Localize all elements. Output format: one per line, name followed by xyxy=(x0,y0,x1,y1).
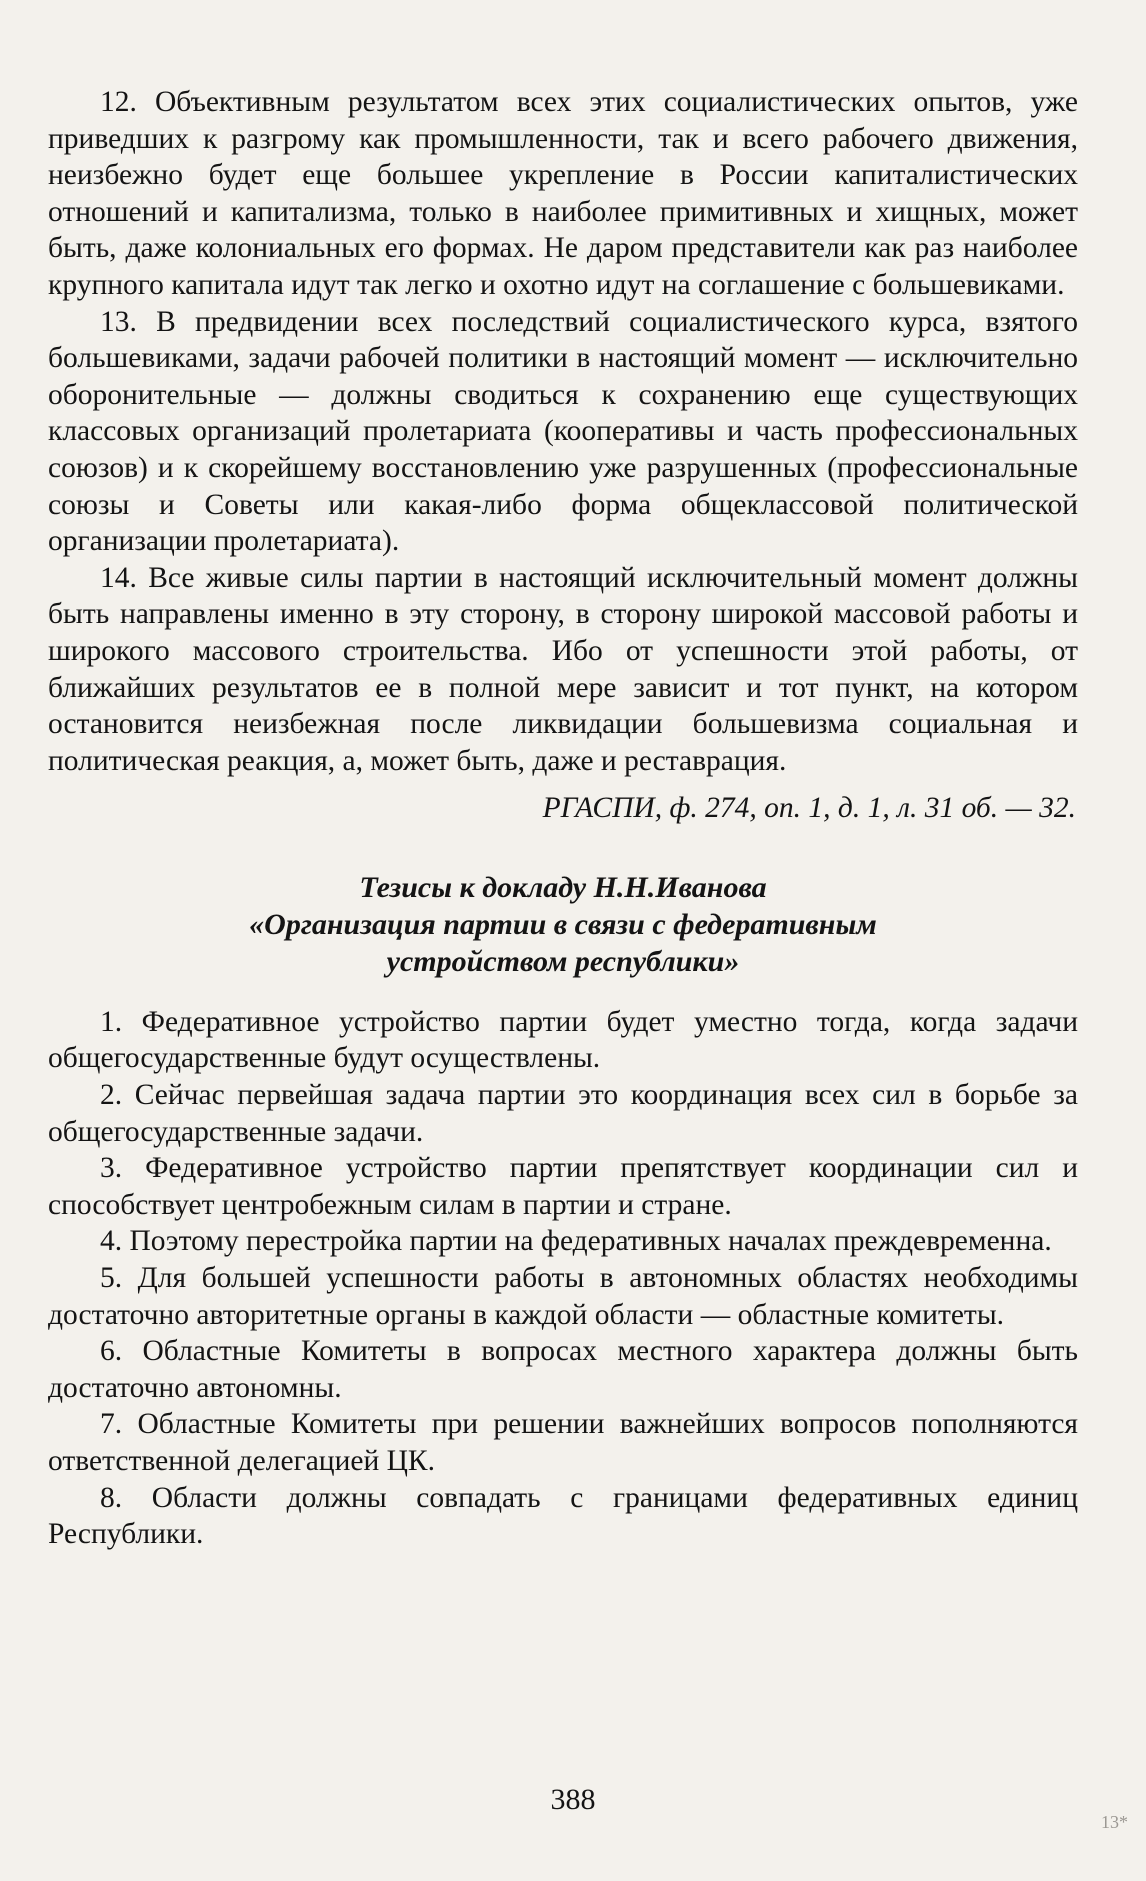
thesis-item-5: 5. Для большей успешности работы в автономных областях необходимы достаточно авторитетные органы в каждой области — областные комитеты. xyxy=(48,1262,1078,1331)
thesis-item-2: 2. Сейчас первейшая задача партии это координация всех сил в борьбе за общегосударственные задачи. xyxy=(48,1079,1078,1148)
heading-line-1: Тезисы к докладу Н.Н.Иванова xyxy=(359,870,767,904)
signature-mark: 13* xyxy=(1101,1812,1128,1832)
paragraph-14: 14. Все живые силы партии в настоящий исключительный момент должны быть направлены именно в эту сторону, в сторону широкой массовой работы и широкого массового строительства. Ибо от успешности этой работы, от ближайших результатов ее в полной мере зависит и тот пункт, на котором остановится неизбежная после ликвидации большевизма социальная и политическая реакция, а, может быть, даже и реставрация. xyxy=(48,561,1078,777)
paragraph-12: 12. Объективным результатом всех этих социалистических опытов, уже приведших к разгрому как промышленности, так и всего рабочего движения, неизбежно будет еще большее укрепление в России капиталистических отношений и капитализма, только в наиболее примитивных и хищных, может быть, даже колониальных его формах. Не даром представители как раз наиболее крупного капитала идут так легко и охотно идут на соглашение с большевиками. xyxy=(48,86,1078,301)
paragraph-13: 13. В предвидении всех последствий социалистического курса, взятого большевиками, задачи рабочей политики в настоящий момент — исключительно оборонительные — должны сводиться к сохранению еще существующих классовых организаций пролетариата (кооперативы и часть профессиональных союзов) и к скорейшему восстановлению уже разрушенных (профессиональные союзы и Советы или какая-либо форма общеклассовой политической организации пролетариата). xyxy=(48,305,1078,558)
thesis-item-8: 8. Области должны совпадать с границами федеративных единиц Республики. xyxy=(48,1481,1078,1551)
thesis-item-3: 3. Федеративное устройство партии препятствует координации сил и способствует центробежным силам в партии и стране. xyxy=(48,1152,1078,1221)
heading-line-3: устройством республики» xyxy=(386,944,740,978)
page-number: 388 xyxy=(550,1783,596,1816)
thesis-item-7: 7. Областные Комитеты при решении важнейших вопросов пополняются ответственной делегацией ЦК. xyxy=(48,1408,1078,1477)
thesis-item-1: 1. Федеративное устройство партии будет уместно тогда, когда задачи общегосударственные будут осуществлены. xyxy=(48,1005,1078,1075)
archive-citation: РГАСПИ, ф. 274, оп. 1, д. 1, л. 31 об. — 32. xyxy=(542,792,1076,825)
theses-list xyxy=(48,1004,1078,1553)
thesis-item-4: 4. Поэтому перестройка партии на федеративных началах преждевременна. xyxy=(100,1225,1052,1258)
document-page xyxy=(48,84,1078,1553)
section-heading xyxy=(48,869,1078,980)
thesis-item-6: 6. Областные Комитеты в вопросах местного характера должны быть достаточно автономны. xyxy=(48,1335,1078,1404)
heading-line-2: «Организация партии в связи с федеративным xyxy=(249,907,877,941)
